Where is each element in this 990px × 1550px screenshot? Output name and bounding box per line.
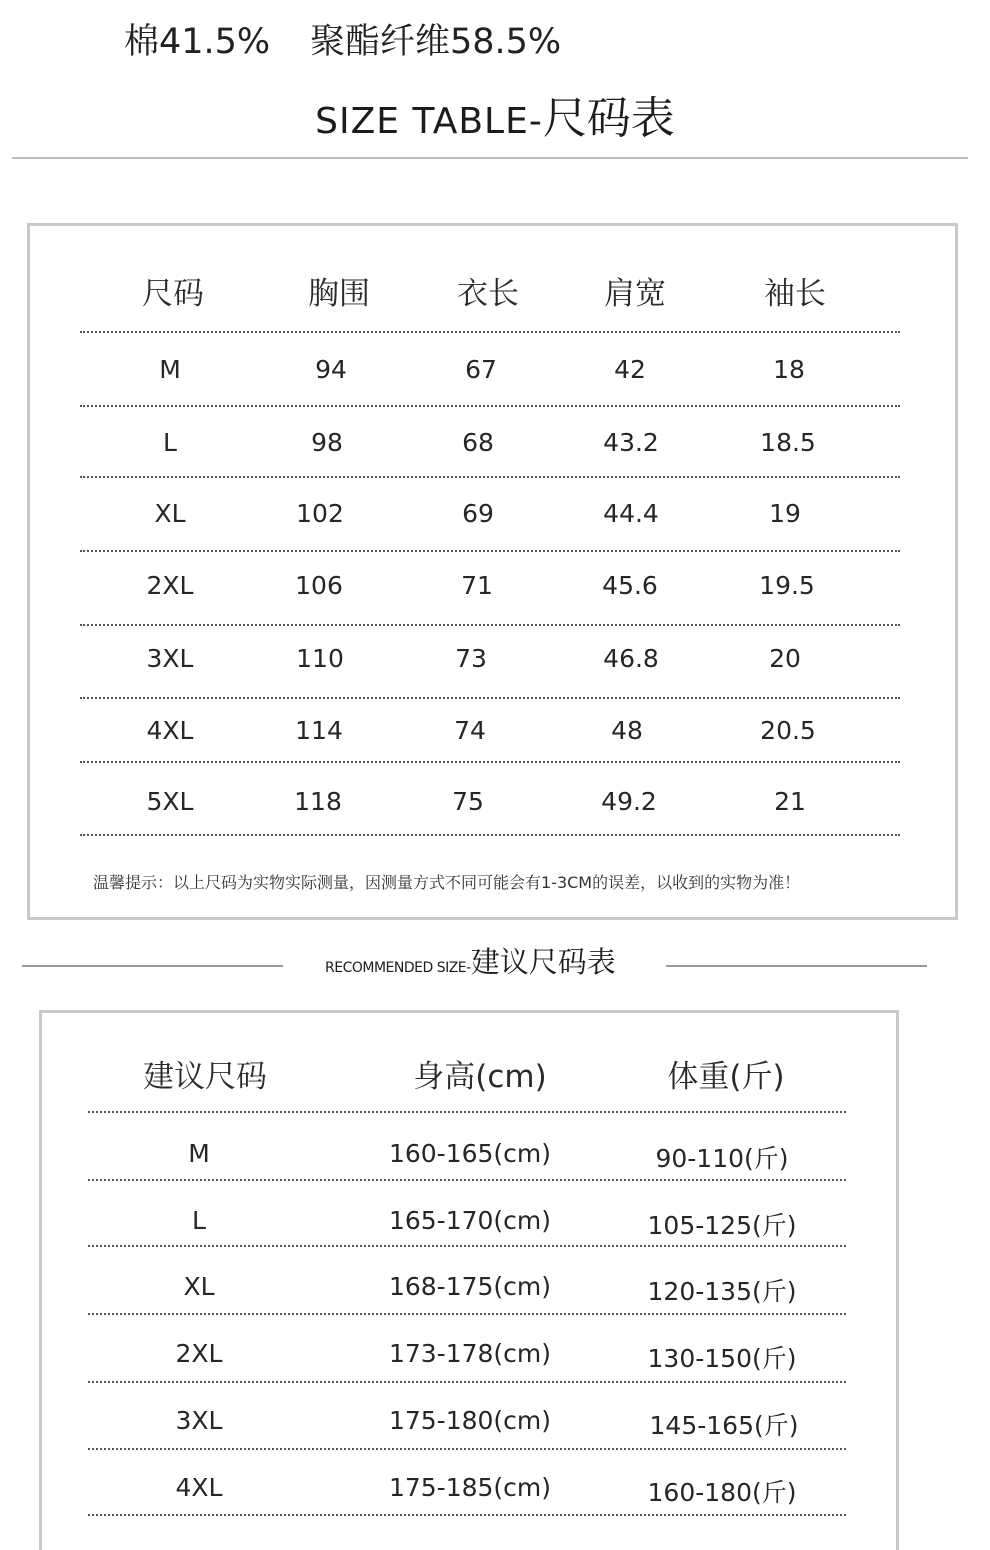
cell-height: 160-165(cm) (388, 1139, 552, 1168)
cell-length: 75 (452, 787, 484, 816)
cell-weight: 90-110(斤) (655, 1144, 789, 1173)
size-table-panel (27, 223, 958, 920)
recommended-size-title (0, 940, 990, 990)
measurement-note: 温馨提示：以上尺码为实物实际测量，因测量方式不同可能会有1-3CM的误差，以收到的实物为准！ (93, 873, 801, 892)
cell-weight: 120-135(斤) (647, 1277, 797, 1306)
cell-sleeve: 20 (769, 644, 801, 673)
cell-chest: 106 (295, 571, 343, 600)
cell-size: 4XL (175, 1473, 223, 1502)
row-separator (88, 1514, 846, 1516)
cell-size: 2XL (146, 571, 194, 600)
header-suggested-size: 建议尺码 (143, 1059, 267, 1095)
cell-chest: 102 (296, 499, 344, 528)
row-separator (80, 834, 900, 836)
cell-length: 74 (454, 716, 486, 745)
cell-sleeve: 21 (774, 787, 806, 816)
cell-sleeve: 19.5 (759, 571, 815, 600)
cell-height: 165-170(cm) (388, 1206, 552, 1235)
cell-shoulder: 49.2 (601, 787, 657, 816)
cotton-percentage: 棉41.5% (124, 22, 271, 62)
header-height: 身高(cm) (413, 1059, 547, 1095)
recommended-title-cn: 建议尺码表 (470, 945, 616, 979)
cell-length: 71 (461, 571, 493, 600)
cell-chest: 98 (311, 428, 343, 457)
row-separator (80, 331, 900, 333)
cell-sleeve: 19 (769, 499, 801, 528)
row-separator (88, 1245, 846, 1247)
cell-shoulder: 45.6 (602, 571, 658, 600)
cell-shoulder: 48 (611, 716, 643, 745)
recommended-size-panel (39, 1010, 899, 1550)
header-sleeve: 袖长 (764, 276, 826, 312)
cell-height: 175-185(cm) (388, 1473, 552, 1502)
fabric-composition (0, 14, 990, 64)
header-length: 衣长 (457, 276, 519, 312)
row-separator (80, 405, 900, 407)
cell-size: XL (154, 499, 186, 528)
row-separator (80, 550, 900, 552)
cell-size: L (192, 1206, 206, 1235)
header-weight: 体重(斤) (667, 1059, 785, 1095)
row-separator (88, 1313, 846, 1315)
size-table-title-cn: 尺码表 (542, 93, 675, 144)
cell-chest: 110 (296, 644, 344, 673)
polyester-percentage: 聚酯纤维58.5% (310, 22, 562, 62)
cell-height: 175-180(cm) (388, 1406, 552, 1435)
title-line-left (22, 965, 283, 967)
size-table-title (0, 82, 990, 146)
cell-weight: 130-150(斤) (647, 1344, 797, 1373)
cell-weight: 105-125(斤) (647, 1211, 797, 1240)
cell-size: 4XL (146, 716, 194, 745)
cell-weight: 160-180(斤) (647, 1478, 797, 1507)
row-separator (88, 1179, 846, 1181)
cell-size: L (163, 428, 177, 457)
cell-weight: 145-165(斤) (649, 1411, 799, 1440)
cell-size: 3XL (146, 644, 194, 673)
cell-height: 168-175(cm) (388, 1272, 552, 1301)
row-separator (80, 761, 900, 763)
title-line-right (666, 965, 927, 967)
cell-shoulder: 46.8 (603, 644, 659, 673)
row-separator (80, 624, 900, 626)
header-shoulder: 肩宽 (604, 276, 666, 312)
cell-sleeve: 18 (773, 355, 805, 384)
cell-size: M (188, 1139, 210, 1168)
recommended-title-text (325, 940, 616, 981)
cell-length: 67 (465, 355, 497, 384)
cell-length: 73 (455, 644, 487, 673)
title-divider (12, 157, 968, 159)
header-size: 尺码 (142, 276, 204, 312)
cell-size: XL (183, 1272, 215, 1301)
cell-chest: 118 (294, 787, 342, 816)
cell-size: 5XL (146, 787, 194, 816)
cell-chest: 94 (315, 355, 347, 384)
cell-size: M (159, 355, 181, 384)
header-chest: 胸围 (308, 276, 370, 312)
size-table-title-latin: SIZE TABLE- (315, 101, 543, 142)
cell-length: 69 (462, 499, 494, 528)
cell-chest: 114 (295, 716, 343, 745)
row-separator (80, 697, 900, 699)
cell-shoulder: 44.4 (603, 499, 659, 528)
cell-size: 2XL (175, 1339, 223, 1368)
cell-size: 3XL (175, 1406, 223, 1435)
cell-shoulder: 42 (614, 355, 646, 384)
row-separator (88, 1111, 846, 1113)
cell-shoulder: 43.2 (603, 428, 659, 457)
cell-length: 68 (462, 428, 494, 457)
recommended-title-latin: RECOMMENDED SIZE- (325, 960, 471, 976)
row-separator (80, 476, 900, 478)
cell-sleeve: 18.5 (760, 428, 816, 457)
row-separator (88, 1381, 846, 1383)
cell-sleeve: 20.5 (760, 716, 816, 745)
row-separator (88, 1448, 846, 1450)
cell-height: 173-178(cm) (388, 1339, 552, 1368)
